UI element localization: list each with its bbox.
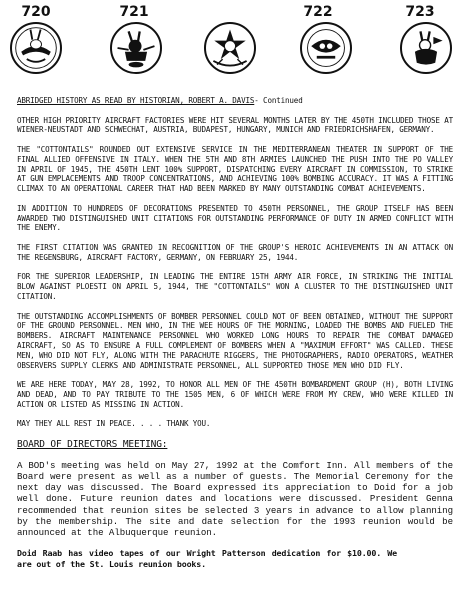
rabbit-pilot-emblem [302, 24, 350, 72]
rabbit-star-emblem [206, 24, 254, 72]
history-title-line [17, 96, 453, 106]
document-content [17, 96, 453, 579]
squadron-header [0, 0, 462, 100]
squadron-number-720: 720 [21, 4, 51, 20]
rabbit-rider-emblem [12, 24, 60, 72]
history-title: ABRIDGED HISTORY AS READ BY HISTORIAN, ROBERT A. DAVIS [17, 96, 255, 105]
squadron-723-patch [400, 22, 452, 74]
squadron-721-patch [110, 22, 162, 74]
history-paragraph-4: THE FIRST CITATION WAS GRANTED IN RECOGNITION OF THE GROUP'S HEROIC ACHIEVEMENTS IN AN ATTACK ON THE REGENSBURG, AIRCRAFT FACTORY, GERMANY, ON FEBRUARY 25, 1944. [17, 242, 453, 262]
squadron-patch-center [204, 22, 256, 74]
history-paragraph-1: OTHER HIGH PRIORITY AIRCRAFT FACTORIES WERE HIT SEVERAL MONTHS LATER BY THE 450TH INCLUDED THOSE AT WIENER-NEUSTADT AND SCHWECHAT, AUSTRIA, BUDAPEST, HUNGARY, MUNICH AND FRIEDRICHSHAFEN, GERMANY. [17, 115, 453, 135]
rabbit-bomb-emblem [112, 24, 160, 72]
squadron-number-721: 721 [119, 4, 149, 20]
history-paragraph-5: FOR THE SUPERIOR LEADERSHIP, IN LEADING THE ENTIRE 15TH ARMY AIR FORCE, IN STRIKING THE INITIAL BLOW AGAINST PLOESTI ON APRIL 5, 1944, THE "COTTONTAILS" WON A CLUSTER TO THE DISTINGUISHED UNIT CITATION. [17, 272, 453, 301]
history-paragraph-3: IN ADDITION TO HUNDREDS OF DECORATIONS PRESENTED TO 450TH PERSONNEL, THE GROUP ITSELF HAS BEEN AWARDED TWO DISTINGUISHED UNIT CITATIONS FOR OUTSTANDING PERFORMANCE OF DUTY IN ARMED CONFLICT WITH THE ENEMY. [17, 203, 453, 233]
squadron-720-patch [10, 22, 62, 74]
history-paragraph-7: WE ARE HERE TODAY, MAY 28, 1992, TO HONOR ALL MEN OF THE 450TH BOMBARDMENT GROUP (H), BOTH LIVING AND DEAD, AND TO PAY TRIBUTE TO THE 1505 MEN, 6 OF WHICH WERE FROM MY CREW, WHO WERE KILLED IN ACTION OR LISTED AS MISSING IN ACTION. [17, 380, 453, 409]
video-tape-notice: Doid Raab has video tapes of our Wright Patterson dedication for $10.00. We are out of the St. Louis reunion books. [17, 547, 397, 569]
squadron-number-722: 722 [303, 4, 333, 20]
history-title-suffix: - Continued [254, 96, 303, 105]
history-paragraph-6: THE OUTSTANDING ACCOMPLISHMENTS OF BOMBER PERSONNEL COULD NOT OF BEEN OBTAINED, WITHOUT THE SUPPORT OF THE GROUND PERSONNEL. MEN WHO, IN THE WEE HOURS OF THE MORNING, LOADED THE BOMBS AND FUELED THE BOMBERS. AIRCRAFT MAINTENANCE PERSONNEL WHO WORKED LONG HOURS TO REPAIR THE COMBAT DAMAGED AIRCRAFT, SO AS TO ENSURE A FULL COMPLEMENT OF BOMBERS WHEN A "MAXIMUM EFFORT" WAS CALLED. THESE MEN, WHO DID NOT FLY, ALONG WITH THE PARACHUTE RIGGERS, THE PHOTOGRAPHERS, RADIO OPERATORS, WEATHER OBSERVERS SUPPLY CLERKS AND ADMINISTRATE PERSONNEL, ALL SUPPORTED THOSE MEN WHO DID FLY. [17, 311, 453, 370]
history-paragraph-2: THE "COTTONTAILS" ROUNDED OUT EXTENSIVE SERVICE IN THE MEDITERRANEAN THEATER IN SUPPORT OF THE FINAL ALLIED OFFENSIVE IN ITALY. WHEN THE 5TH AND 8TH ARMIES LAUNCHED THE PUSH INTO THE PO VALLEY IN APRIL OF 1945, THE 450TH LENT 100% SUPPORT, DISPATCHING EVERY AIRCRAFT IN COMMISSION, TO STRIKE AT GUN EMPLACEMENTS AND TROOP CONCENTRATIONS, AND ACHIEVING 100% BOMBING ACCURACY. IT WAS A FITTING CLIMAX TO AN OPERATIONAL CAREER THAT HAD BEEN MARKED BY MANY OUTSTANDING COMBAT ACHIEVEMENTS. [17, 144, 453, 194]
squadron-number-723: 723 [405, 4, 435, 20]
rabbit-flag-emblem [402, 24, 450, 72]
squadron-722-patch [300, 22, 352, 74]
board-meeting-heading: BOARD OF DIRECTORS MEETING: [17, 438, 168, 450]
history-closing: MAY THEY ALL REST IN PEACE. . . . THANK YOU. [17, 419, 211, 429]
board-meeting-body: A BOD's meeting was held on May 27, 1992 at the Comfort Inn. All members of the Board were present as well as a number of guests. The Memorial Ceremony for the next day was discussed. The Board expressed its appreciation to Doid for a job well done. Future reunion dates and locations were discussed. President Genna recommended that reunion sites be selected 3 years in advance to allow planning by the membership. The site and date selection for the 1993 reunion would be announced at the Albuquerque reunion. [17, 459, 453, 538]
